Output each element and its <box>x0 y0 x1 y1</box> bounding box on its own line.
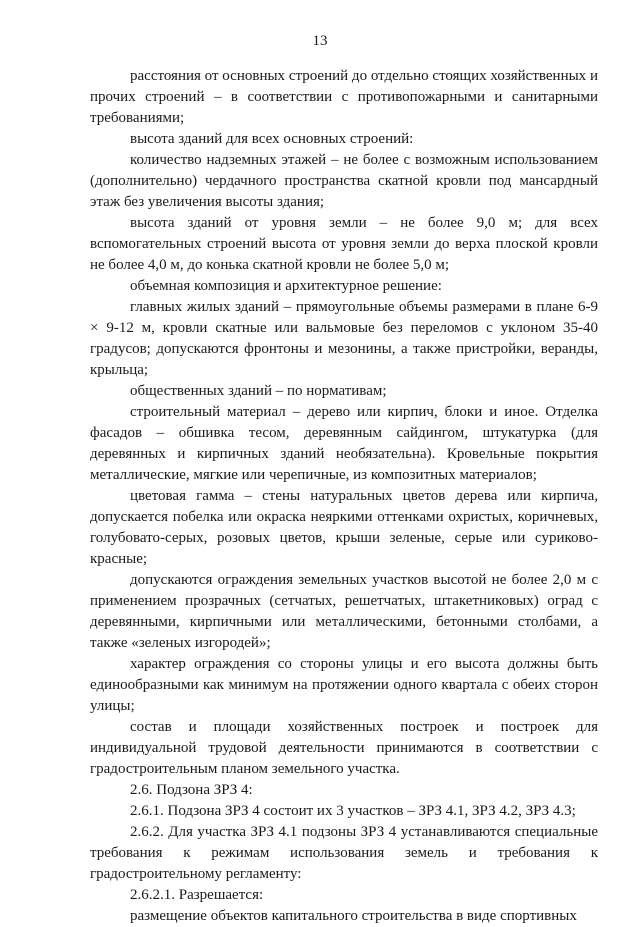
page-number: 13 <box>312 33 328 49</box>
paragraph-composition-heading: объемная композиция и архитектурное решение: <box>130 278 442 294</box>
paragraph-building-height-heading: высота зданий для всех основных строений: <box>130 131 414 147</box>
paragraph-distances: расстояния от основных строений до отдельно стоящих хозяйственных и прочих строений – в соответствии с противопожарными и санитарными требованиями; <box>90 68 598 126</box>
paragraph-residential: главных жилых зданий – прямоугольные объемы размерами в плане 6-9 × 9-12 м, кровли скатные или вальмовые без переломов с уклоном 35-40 градусов; допускаются фронтоны и мезонины, а также пристройки, веранды, крыльца; <box>90 299 598 378</box>
paragraph-fence-character: характер ограждения со стороны улицы и его высота должны быть единообразными как минимум на протяжении одного квартала с обеих сторон улицы; <box>90 656 598 714</box>
document-body <box>90 66 598 927</box>
paragraph-height-limits: высота зданий от уровня земли – не более 9,0 м; для всех вспомогательных строений высота от уровня земли до верха плоской кровли не более 4,0 м, до конька скатной кровли не более 5,0 м; <box>90 215 598 273</box>
paragraph-floors: количество надземных этажей – не более с возможным использованием (дополнительно) чердачного пространства скатной кровли под мансардный этаж без увеличения высоты здания; <box>90 152 598 210</box>
paragraph-materials: строительный материал – дерево или кирпич, блоки и иное. Отделка фасадов – обшивка тесом, деревянным сайдингом, штукатурка (для деревянных и кирпичных зданий необязательна). Кровельные покрытия металлические, мягкие или черепичные, из композитных материалов; <box>90 404 598 483</box>
paragraph-2-6-1: 2.6.1. Подзона ЗРЗ 4 состоит их 3 участков – ЗРЗ 4.1, ЗРЗ 4.2, ЗРЗ 4.3; <box>130 803 576 819</box>
paragraph-2-6-2: 2.6.2. Для участка ЗРЗ 4.1 подзоны ЗРЗ 4 устанавливаются специальные требования к режимам использования земель и требования к градостроительному регламенту: <box>90 824 598 882</box>
paragraph-fences: допускаются ограждения земельных участков высотой не более 2,0 м с применением прозрачных (сетчатых, решетчатых, штакетниковых) оград с деревянными, кирпичными или металлическими, бетонными столбами, а также «зеленых изгородей»; <box>90 572 598 651</box>
paragraph-placement: размещение объектов капитального строительства в виде спортивных <box>130 908 577 924</box>
paragraph-public: общественных зданий – по нормативам; <box>130 383 387 399</box>
paragraph-2-6-2-1: 2.6.2.1. Разрешается: <box>130 887 264 903</box>
section-heading-2-6: 2.6. Подзона ЗРЗ 4: <box>130 782 253 798</box>
paragraph-outbuildings: состав и площади хозяйственных построек и построек для индивидуальной трудовой деятельности принимаются в соответствии с градостроительным планом земельного участка. <box>90 719 598 777</box>
paragraph-colors: цветовая гамма – стены натуральных цветов дерева или кирпича, допускается побелка или окраска неяркими оттенками охристых, коричневых, голубовато-серых, розовых цветов, крыши зеленые, серые или суриково-красные; <box>90 488 598 567</box>
